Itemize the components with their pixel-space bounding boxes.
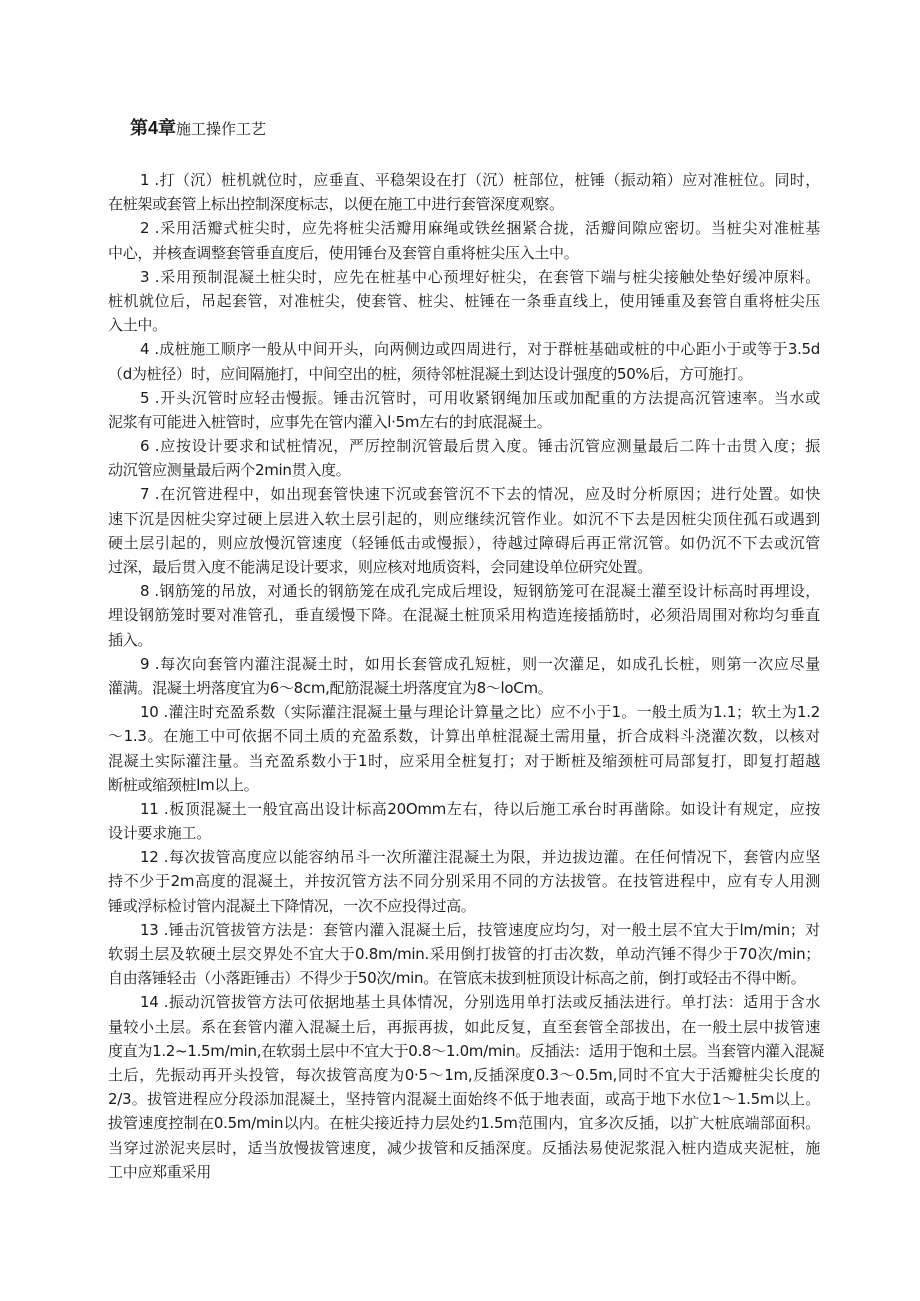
paragraph-line: 工中应郑重采用 [108, 1162, 211, 1181]
paragraph-7 [108, 482, 820, 579]
paragraph-14 [108, 990, 824, 1184]
paragraph-1 [108, 168, 820, 216]
paragraph-11 [108, 797, 820, 845]
paragraph-3 [108, 265, 820, 338]
paragraph-line: 当穿过淤泥夹层时，适当放慢拔管速度，减少拔管和反插深度。反插法易使泥浆混入桩内造成夹泥桩，施 [108, 1138, 820, 1157]
paragraph-line: （d为桩径）时，应间隔施打，中间空出的桩，须待邻桩混凝土到达设计强度的50%后，方可施打。 [108, 364, 753, 383]
paragraph-line: 11 .板顶混凝土一般宜高出设计标高20Omm左右，待以后施工承台时再凿除。如设计有规定，应按 [140, 799, 820, 818]
paragraph-line: 2 .采用活瓣式桩尖时，应先将桩尖活瓣用麻绳或铁丝捆紧合拢，活瓣间隙应密切。当桩尖对准桩基 [140, 219, 820, 238]
paragraph-10 [108, 700, 820, 797]
paragraph-9 [108, 652, 820, 700]
paragraph-line: 5 .开头沉管时应轻击慢振。锤击沉管时，可用收紧钢绳加压或加配重的方法提高沉管速率。当水或 [140, 388, 820, 407]
paragraph-line: 2/3。拔管进程应分段添加混凝土，坚持管内混凝土面始终不低于地表面，或高于地下水位1～1.5m以上。 [108, 1090, 820, 1109]
paragraph-4 [108, 337, 820, 385]
document-body [108, 168, 824, 1184]
paragraph-5 [108, 386, 820, 434]
paragraph-line: 自由落锤轻击（小落距锤击）不得少于50次/min。在管底未拔到桩顶设计标高之前，倒打或轻击不得中断。 [108, 969, 806, 988]
paragraph-line: 硬土层引起的，则应放慢沉管速度（轻锤低击或慢振），待越过障碍后再正常沉管。如仍沉不下去或沉管 [108, 533, 820, 552]
paragraph-line: 混凝土实际灌注量。当充盈系数小于1时，应采用全桩复打；对于断桩及缩颈桩可局部复打，即复打超越 [108, 751, 820, 770]
paragraph-line: 持不少于2m高度的混凝土，并按沉管方法不同分别采用不同的方法拔管。在技管进程中，应有专人用测 [108, 872, 820, 891]
paragraph-line: 1 .打（沉）桩机就位时，应垂直、平稳架设在打（沉）桩部位，桩锤（振动箱）应对准桩位。同时， [140, 171, 820, 189]
paragraph-line: 12 .每次拔管高度应以能容纳吊斗一次所灌注混凝土为限，并边拔边灌。在任何情况下，套管内应坚 [140, 848, 820, 867]
paragraph-line: 8 .钢筋笼的吊放，对通长的钢筋笼在成孔完成后埋设，短钢筋笼可在混凝土灌至设计标高时再埋设， [140, 582, 820, 601]
paragraph-line: 7 .在沉管进程中，如出现套管快速下沉或套管沉不下去的情况，应及时分析原因；进行处置。如快 [140, 485, 820, 504]
chapter-number: 第4章 [130, 118, 177, 138]
paragraph-line: 桩机就位后，吊起套管，对准桩尖，使套管、桩尖、桩锤在一条垂直线上，使用锤重及套管自重将桩尖压 [108, 291, 820, 310]
paragraph-line: 断桩或缩颈桩lm以上。 [108, 775, 259, 794]
paragraph-line: 软弱土层及软硬土层交界处不宜大于0.8m/min.采用倒打拔管的打击次数，单动汽锤不得少于70次/min； [108, 945, 820, 963]
paragraph-line: 在桩架或套管上标出控制深度标志，以便在施工中进行套管深度观察。 [108, 195, 564, 214]
paragraph-8 [108, 579, 820, 652]
paragraph-line: 插入。 [108, 630, 153, 649]
paragraph-line: 动沉管应测量最后两个2min贯入度。 [108, 461, 351, 480]
paragraph-12 [108, 845, 820, 918]
paragraph-line: 入土中。 [108, 316, 167, 335]
paragraph-line: 土后，先振动再开头投管，每次拔管高度为0·5～1m,反插深度0.3～0.5m,同时不宜大于活瓣桩尖长度的 [108, 1065, 820, 1084]
paragraph-line: 锤或浮标检讨管内混凝土下降情况，一次不应投得过高。 [108, 896, 476, 915]
paragraph-line: 过深，最后贯入度不能满足设计要求，则应核对地质资料，会同建设单位研究处置。 [108, 558, 652, 576]
paragraph-line: 量较小土层。系在套管内灌入混凝土后，再振再拔，如此反复，直至套管全部拔出，在一般土层中拔管速 [108, 1017, 820, 1036]
paragraph-line: ～1.3。在施工中可依据不同土质的充盈系数，计算出单桩混凝土需用量，折合成料斗浇灌次数，以核对 [108, 727, 820, 746]
paragraph-line: 设计要求施工。 [108, 824, 211, 843]
paragraph-2 [108, 216, 820, 264]
paragraph-line: 6 .应按设计要求和试桩情况，严厉控制沉管最后贯入度。锤击沉管应测量最后二阵十击贯入度；振 [140, 437, 820, 456]
paragraph-line: 灌满。混凝土坍落度宜为6～8cm,配筋混凝土坍落度宜为8～loCm。 [108, 678, 553, 697]
paragraph-line: 13 .锤击沉管拔管方法是：套管内灌入混凝土后，技管速度应均匀，对一般土层不宜大于lm/min；对 [140, 920, 820, 939]
paragraph-line: 9 .每次向套管内灌注混凝土时，如用长套管成孔短桩，则一次灌足，如成孔长桩，则第一次应尽量 [140, 654, 820, 673]
paragraph-6 [108, 434, 820, 482]
paragraph-line: 埋设钢筋笼时要对准管孔，垂直缓慢下降。在混凝土桩顶采用构造连接插筋时，必须沿周围对称均匀垂直 [108, 606, 820, 625]
paragraph-line: 14 .振动沉管拔管方法可依据地基土具体情况，分别选用单打法或反插法进行。单打法：适用于含水 [140, 993, 820, 1012]
paragraph-line: 度直为1.2~1.5m/min,在软弱土层中不宜大于0.8～1.0m/min。反插法：适用于饱和土层。当套管内灌入混凝 [108, 1041, 824, 1060]
chapter-title-text: 施工操作工艺 [176, 120, 267, 138]
paragraph-line: 10 .灌注时充盈系数（实际灌注混凝土量与理论计算量之比）应不小于1。一般土质为1.1；软土为1.2 [140, 703, 820, 722]
paragraph-13 [108, 918, 820, 991]
paragraph-line: 4 .成桩施工顺序一般从中间开头，向两侧边或四周进行，对于群桩基础或桩的中心距小于或等于3.5d [140, 340, 820, 359]
paragraph-line: 3 .采用预制混凝土桩尖时，应先在桩基中心预埋好桩尖，在套管下端与桩尖接触处垫好缓冲原料。 [140, 267, 820, 286]
chapter-title [130, 115, 266, 142]
paragraph-line: 拔管速度控制在0.5m/min以内。在桩尖接近持力层处约1.5m范围内，宜多次反插，以扩大桩底端部面积。 [108, 1114, 820, 1133]
paragraph-line: 速下沉是因桩尖穿过硬上层进入软土层引起的，则应继续沉管作业。如沉不下去是因桩尖顶住孤石或遇到 [108, 509, 820, 528]
paragraph-line: 中心，并核查调整套管垂直度后，使用锤台及套管自重将桩尖压入土中。 [108, 243, 579, 262]
paragraph-line: 泥浆有可能进入桩管时，应事先在管内灌入l·5m左右的封底混凝土。 [108, 412, 552, 431]
